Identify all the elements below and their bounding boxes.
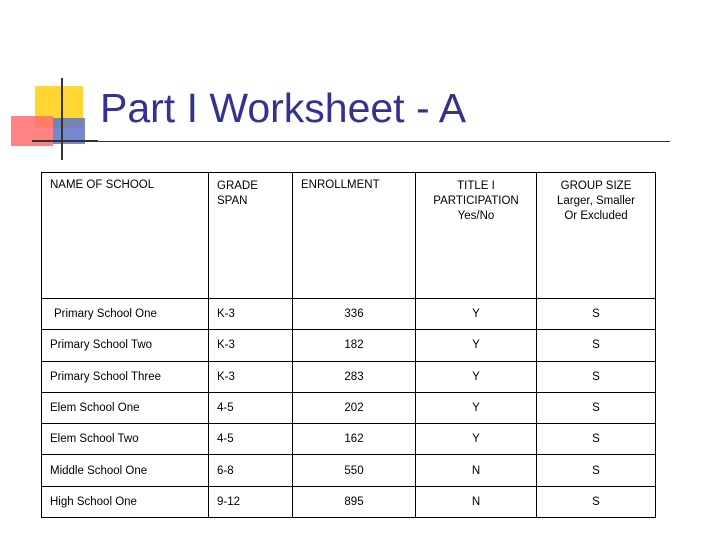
- group-size-cell: S: [537, 455, 656, 486]
- grade-span-cell: 6-8: [209, 455, 293, 486]
- enrollment-cell: 162: [293, 424, 416, 455]
- decorative-vertical-line: [61, 78, 63, 160]
- table-header-row: [42, 173, 656, 299]
- table-row: [42, 455, 656, 486]
- grade-span-cell: K-3: [209, 330, 293, 361]
- table-row: [42, 330, 656, 361]
- title-i-cell: Y: [416, 330, 537, 361]
- grade-span-cell: K-3: [209, 299, 293, 330]
- school-name-cell: Primary School One: [42, 299, 209, 330]
- school-name-cell: Primary School Two: [42, 330, 209, 361]
- enrollment-cell: 895: [293, 486, 416, 517]
- table-row: [42, 299, 656, 330]
- enrollment-cell: 283: [293, 361, 416, 392]
- enrollment-cell: 336: [293, 299, 416, 330]
- title-i-cell: Y: [416, 361, 537, 392]
- header-enrollment: ENROLLMENT: [293, 173, 416, 299]
- school-name-cell: Elem School Two: [42, 424, 209, 455]
- grade-span-cell: K-3: [209, 361, 293, 392]
- school-name-cell: Primary School Three: [42, 361, 209, 392]
- title-i-cell: Y: [416, 392, 537, 423]
- grade-span-cell: 4-5: [209, 392, 293, 423]
- group-size-cell: S: [537, 392, 656, 423]
- title-i-cell: Y: [416, 424, 537, 455]
- page-title: Part I Worksheet - A: [100, 85, 467, 131]
- worksheet-table: [41, 172, 656, 518]
- group-size-cell: S: [537, 361, 656, 392]
- title-i-cell: N: [416, 455, 537, 486]
- grade-span-cell: 9-12: [209, 486, 293, 517]
- header-title-i-participation: TITLE I PARTICIPATION Yes/No: [416, 173, 537, 299]
- group-size-cell: S: [537, 299, 656, 330]
- school-name-cell: Elem School One: [42, 392, 209, 423]
- enrollment-cell: 550: [293, 455, 416, 486]
- enrollment-cell: 202: [293, 392, 416, 423]
- school-name-cell: Middle School One: [42, 455, 209, 486]
- group-size-cell: S: [537, 486, 656, 517]
- header-group-size: GROUP SIZE Larger, Smaller Or Excluded: [537, 173, 656, 299]
- header-name-of-school: NAME OF SCHOOL: [42, 173, 209, 299]
- table-row: [42, 361, 656, 392]
- group-size-cell: S: [537, 424, 656, 455]
- table-row: [42, 424, 656, 455]
- title-underline: [32, 141, 670, 142]
- grade-span-cell: 4-5: [209, 424, 293, 455]
- group-size-cell: S: [537, 330, 656, 361]
- title-i-cell: Y: [416, 299, 537, 330]
- enrollment-cell: 182: [293, 330, 416, 361]
- table-row: [42, 486, 656, 517]
- school-name-cell: High School One: [42, 486, 209, 517]
- table-row: [42, 392, 656, 423]
- title-i-cell: N: [416, 486, 537, 517]
- header-grade-span: GRADE SPAN: [209, 173, 293, 299]
